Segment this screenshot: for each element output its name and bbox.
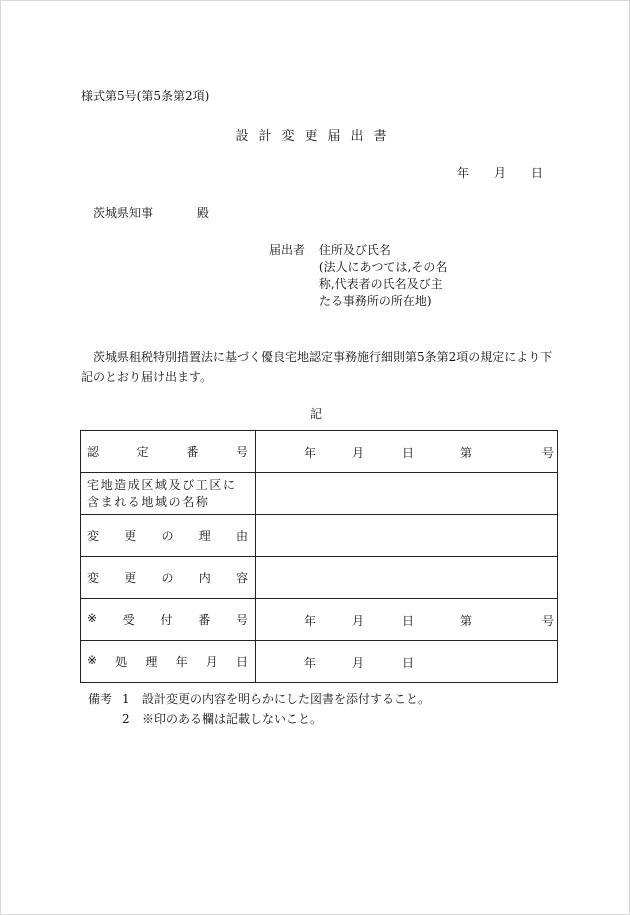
row-value-cell[interactable] — [256, 641, 558, 683]
value-part: 日 — [402, 446, 415, 460]
document-title: 設計変更届出書 — [235, 129, 397, 144]
row-label-cell — [81, 515, 256, 557]
value-part: 月 — [352, 614, 365, 628]
row-value-cell[interactable] — [256, 557, 558, 599]
note-text: 設計変更の内容を明らかにした図書を添付すること。 — [142, 692, 431, 706]
value-part: 第 — [460, 614, 473, 628]
addressee — [93, 204, 209, 221]
value-part: 第 — [460, 446, 473, 460]
form-table — [80, 430, 558, 683]
value-part: 年 — [304, 446, 317, 460]
value-part: 号 — [542, 614, 555, 628]
row-label: 変 更 の 内 容 — [87, 571, 248, 585]
date-year: 年 — [457, 166, 470, 180]
row-label-cell — [81, 473, 256, 515]
body-paragraph-text: 茨城県租税特別措置法に基づく優良宅地認定事務施行細則第5条第2項の規定により下記のとおり届け出ます。 — [81, 350, 553, 384]
table-row — [81, 641, 558, 683]
date-line — [457, 164, 543, 181]
submitter-line: 称,代表者の氏名及び主 — [318, 277, 443, 291]
value-part: 年 — [304, 614, 317, 628]
submitter-line: (法人にあつては,その名 — [318, 260, 448, 274]
row-label-cell — [81, 431, 256, 473]
note-text: ※印のある欄は記載しないこと。 — [142, 712, 323, 726]
note-number: 2 — [122, 712, 130, 726]
addressee-name: 茨城県知事 — [93, 206, 154, 220]
submitter-line: 住所及び氏名 — [318, 243, 391, 257]
value-part: 年 — [304, 656, 317, 670]
row-value-cell[interactable] — [256, 599, 558, 641]
date-month: 月 — [494, 166, 507, 180]
value-part: 月 — [352, 446, 365, 460]
row-value-cell[interactable] — [256, 473, 558, 515]
row-value-cell[interactable] — [256, 431, 558, 473]
row-value-cell[interactable] — [256, 515, 558, 557]
row-label-cell — [81, 557, 256, 599]
addressee-honorific: 殿 — [197, 206, 210, 220]
table-row — [81, 515, 558, 557]
notes — [88, 689, 430, 729]
value-part: 日 — [402, 656, 415, 670]
table-row — [81, 557, 558, 599]
table-row — [81, 431, 558, 473]
value-part: 号 — [542, 446, 555, 460]
note-number: 1 — [122, 692, 130, 706]
row-label: ※ 受 付 番 号 — [87, 611, 248, 627]
row-label: 変 更 の 理 由 — [87, 529, 248, 543]
notes-heading: 備考 — [88, 692, 113, 706]
note-item — [88, 709, 430, 729]
submitter-block — [269, 242, 447, 310]
row-label: 宅地造成区域及び工区に含まれる地域の名称 — [87, 477, 237, 509]
row-label: 認 定 番 号 — [87, 445, 248, 459]
ki-heading: 記 — [309, 407, 322, 421]
value-part: 日 — [402, 614, 415, 628]
note-item — [88, 689, 430, 709]
table-row — [81, 473, 558, 515]
body-paragraph — [81, 347, 561, 387]
date-day: 日 — [531, 166, 544, 180]
submitter-label: 届出者 — [269, 243, 306, 257]
value-part: 月 — [352, 656, 365, 670]
row-label-cell — [81, 641, 256, 683]
row-label-cell — [81, 599, 256, 641]
table-row — [81, 599, 558, 641]
form-number: 様式第5号(第5条第2項) — [81, 89, 210, 103]
submitter-lines — [319, 242, 448, 310]
row-label: ※ 処 理 年 月 日 — [87, 653, 248, 669]
submitter-line: たる事務所の所在地) — [318, 294, 432, 308]
